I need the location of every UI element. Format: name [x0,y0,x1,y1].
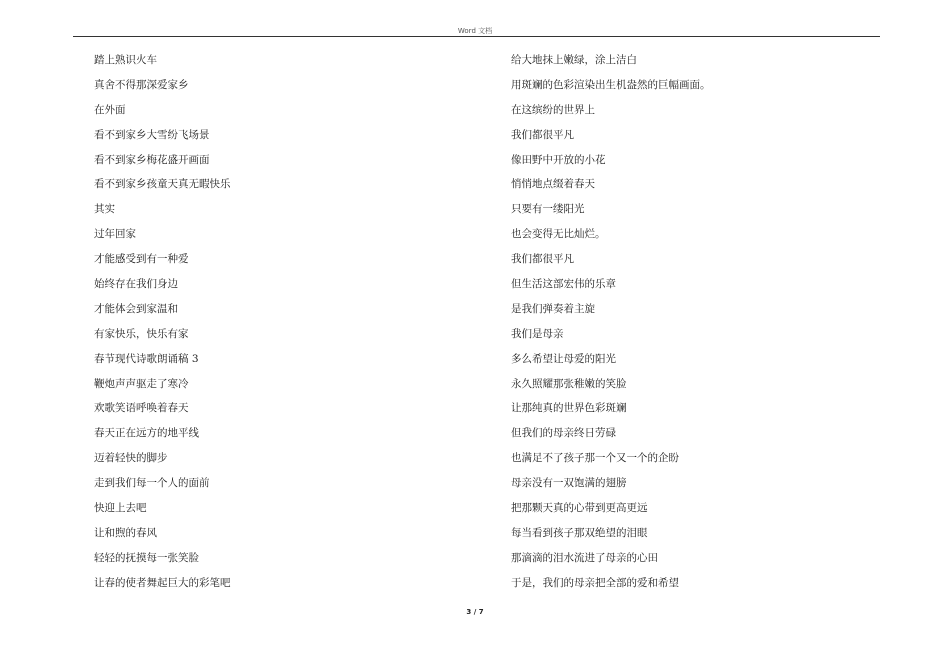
poem-line: 只要有一缕阳光 [511,203,585,216]
poem-line: 在这缤纷的世界上 [511,103,595,116]
poem-line: 每当看到孩子那双绝望的泪眼 [511,526,648,539]
poem-line: 永久照耀那张稚嫩的笑脸 [511,377,627,390]
poem-line: 才能感受到有一种爱 [94,253,189,266]
poem-line: 也满足不了孩子那一个又一个的企盼 [511,452,679,465]
poem-line: 我们都很平凡 [511,128,574,141]
poem-line: 让和煦的春风 [94,526,157,539]
page-number: 3 / 7 [466,608,484,616]
poem-line: 在外面 [94,103,126,116]
poem-line: 鞭炮声声驱走了寒冷 [94,377,189,390]
poem-line: 真舍不得那深爱家乡 [94,78,189,91]
poem-line: 那滴滴的泪水流进了母亲的心田 [511,551,658,564]
poem-line: 用斑斓的色彩渲染出生机盎然的巨幅画面。 [511,78,711,91]
header-divider [73,36,880,37]
poem-line: 春天正在远方的地平线 [94,427,199,440]
poem-line: 是我们弹奏着主旋 [511,302,595,315]
poem-line: 母亲没有一双饱满的翅膀 [511,477,627,490]
poem-line: 踏上熟识火车 [94,54,157,66]
poem-line: 欢歌笑语呼唤着春天 [94,402,189,415]
poem-line: 看不到家乡大雪纷飞场景 [94,128,210,141]
document-header-title: Word 文档 [457,27,493,35]
poem-line: 始终存在我们身边 [94,278,178,291]
poem-line: 迈着轻快的脚步 [94,452,168,465]
poem-line: 我们都很平凡 [511,253,574,266]
poem-line: 看不到家乡梅花盛开画面 [94,153,210,166]
poem-line: 让春的使者舞起巨大的彩笔吧 [94,576,231,589]
poem-line: 过年回家 [94,228,136,241]
poem-line: 也会变得无比灿烂。 [511,228,606,241]
right-text-column [511,54,711,602]
poem-line: 让那纯真的世界色彩斑斓 [511,402,627,415]
poem-line: 于是，我们的母亲把全部的爱和希望 [511,576,679,589]
poem-line: 多么希望让母爱的阳光 [511,352,616,365]
poem-line: 快迎上去吧 [94,502,147,515]
poem-line: 春节现代诗歌朗诵稿 3 [94,352,199,365]
poem-line: 其实 [94,203,115,216]
poem-line: 我们是母亲 [511,327,564,340]
left-text-column [94,54,231,602]
poem-line: 看不到家乡孩童天真无暇快乐 [94,178,231,191]
poem-line: 但生活这部宏伟的乐章 [511,278,616,291]
poem-line: 有家快乐，快乐有家 [94,327,189,340]
poem-line: 悄悄地点缀着春天 [511,178,595,191]
poem-line: 像田野中开放的小花 [511,153,606,166]
poem-line: 把那颗天真的心带到更高更远 [511,502,648,515]
poem-line: 给大地抹上嫩绿，涂上洁白 [511,54,637,66]
poem-line: 但我们的母亲终日劳碌 [511,427,616,440]
poem-line: 轻轻的抚摸每一张笑脸 [94,551,199,564]
poem-line: 走到我们每一个人的面前 [94,477,210,490]
poem-line: 才能体会到家温和 [94,302,178,315]
